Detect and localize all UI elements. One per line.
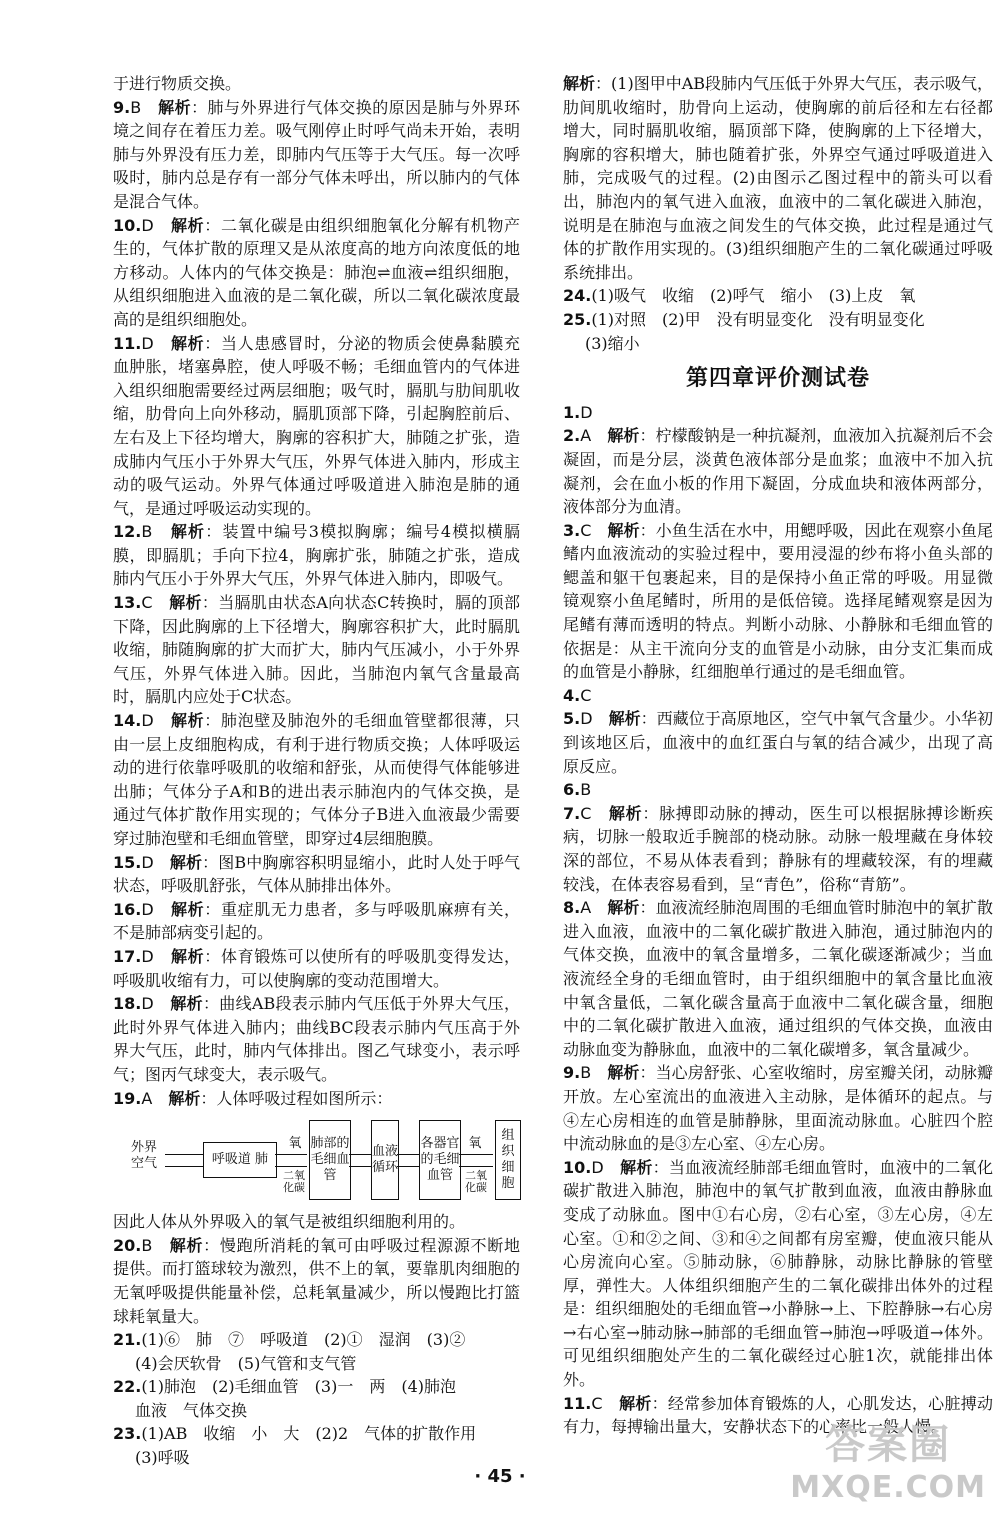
item-text: 二氧化碳是由组织细胞氧化分解有机物产生的，气体扩散的原理又是从浓度高的地方向浓度低的地方移动。人体内的气体交换是：肺泡⇌血液⇌组织细胞，从组织细胞进入血液的是二氧化碳，所以二氧化碳浓度最高的是组织细胞处。	[113, 215, 520, 329]
analysis-label: 解析	[158, 97, 192, 117]
right-items-2	[563, 401, 993, 1439]
section-heading: 第四章评价测试卷	[685, 366, 870, 392]
item-text: (1)图甲中AB段肺内气压低于外界大气压，表示吸气，肋间肌收缩时，肋骨向上运动，使胸廓的前后径和左右径都增大，同时膈肌收缩，膈顶部下降，使胸廓的上下径增大，胸廓的容积增大，肺也随着扩张，外界空气通过呼吸道进入肺，完成吸气的过程。(2)由图示乙图过程中的箭头可以看出，肺泡内的氧气进入血液，血液中的二氧化碳进入肺泡，说明是在肺泡与血液之间发生的气体交换，此过程是通过气体的扩散作用实现的。(3)组织细胞产生的二氧化碳通过呼吸系统排出。	[563, 74, 994, 282]
arrow-out-2	[275, 1166, 307, 1167]
analysis-label: 解析	[563, 74, 596, 93]
answer-item-continuation: 血液 气体交换	[135, 1400, 248, 1420]
diagram-respiratory-tract: 呼吸道 肺	[203, 1142, 277, 1178]
diagram-o2-label-2: 氧	[468, 1136, 482, 1152]
item-text: 柠檬酸钠是一种抗凝剂，血液加入抗凝剂后不会凝固，而是分层，淡黄色液体部分是血浆；血液中不加入抗凝剂，会在血小板的作用下凝固，分成血块和液体两部分，液体部分为血清。	[563, 426, 993, 517]
item-number: 22.	[113, 1377, 142, 1397]
item-number: 12.	[113, 522, 142, 542]
analysis-label: 解析	[170, 946, 205, 966]
analysis-label: 解析	[608, 803, 643, 823]
item-text: 人体呼吸过程如图所示：	[216, 1088, 393, 1108]
answer-item: 13.C 解析：当膈肌由状态A向状态C转换时，膈的顶部下降，因此胸廓的上下径增大，胸廓容积扩大，此时膈肌收缩，肺随胸廓的扩大而扩大，肺内气压减小，小于外界气压，外界气体进入肺。因此，当肺泡内氧气含量最高时，膈肌内应处于C状态。	[113, 593, 520, 707]
item-text: 肺与外界进行气体交换的原因是肺与外界环境之间存在着压力差。吸气刚停止时呼气尚未开始，表明肺与外界没有压力差，即肺内气压等于大气压。每一次呼吸时，肺内总是存有一部分气体未呼出，所以肺内的气体是混合气体。	[113, 97, 520, 211]
analysis-label: 解析	[607, 426, 640, 446]
answer-item: 9.B 解析：当心房舒张、心室收缩时，房室瓣关闭，动脉瓣开放。左心室流出的血液进入主动脉，是体循环的起点。与④左心房相连的血管是肺静脉，里面流动脉血。心脏四个腔中流动脉血的是③左心室、④左心房。	[563, 1063, 993, 1154]
item-answer: D	[141, 946, 154, 966]
answer-item	[563, 308, 993, 332]
diagram-tissue-cells: 组织细胞	[495, 1120, 521, 1200]
item-text: 曲线AB段表示肺内气压低于外界大气压，此时外界气体进入肺内；曲线BC段表示肺内气压高于外界大气压，此时，肺内气体排出。图乙气球变小，表示呼气；图丙气球变大，表示吸气。	[113, 994, 520, 1084]
right-column	[563, 72, 993, 1439]
item-number: 10.	[563, 1157, 592, 1177]
item-number: 18.	[113, 994, 142, 1014]
analysis-label: 解析	[607, 1063, 640, 1083]
item-answer: C	[141, 593, 153, 613]
item-text: (1)AB 收缩 小 大 (2)2 气体的扩散作用	[141, 1424, 477, 1444]
item-number: 9.	[113, 97, 131, 117]
left-items-2	[113, 1210, 520, 1470]
item-text: 血液流经肺泡周围的毛细血管时肺泡中的氧扩散进入血液，血液中的二氧化碳扩散进入肺泡，通过肺泡内的气体交换，血液中的氧含量增多，二氧化碳逐渐减少；当血液流经全身的毛细血管时，由于组织细胞中的氧含量比血液中氧含量低，二氧化碳含量高于血液中二氧化碳含量，细胞中的二氧化碳扩散进入血液，通过组织的气体交换，血液由动脉血变为静脉血，血液中的二氧化碳增多，氧含量减少。	[563, 898, 993, 1059]
answer-item: 11.D 解析：当人患感冒时，分泌的物质会使鼻黏膜充血肿胀，堵塞鼻腔，使人呼吸不畅；毛细血管内的气体进入组织细胞需要经过两层细胞；吸气时，膈肌与肋间肌收缩，肋骨向上向外移动，膈肌顶部下降，引起胸腔前后、左右及上下径均增大，胸廓的容积扩大，肺随之扩张，造成肺内气压小于外界大气压，外界气体进入肺内，形成主动的吸气运动。外界气体通过呼吸道进入肺泡是肺的通气，是通过呼吸运动实现的。	[113, 333, 520, 518]
item-answer: C	[591, 1393, 603, 1413]
item-number: 10.	[113, 215, 142, 235]
item-number: 11.	[563, 1393, 592, 1413]
answer-item: 2.A 解析：柠檬酸钠是一种抗凝剂，血液加入抗凝剂后不会凝固，而是分层，淡黄色液体部分是血浆；血液中不加入抗凝剂，会在血小板的作用下凝固，分成血块和液体两部分，液体部分为血清。	[563, 426, 993, 517]
item-text: 重症肌无力患者，多与呼吸肌麻痹有关，不是肺部病变引起的。	[113, 899, 520, 943]
item-text: 经常参加体育锻炼的人，心肌发达，心脏搏动有力，每搏输出量大，安静状态下的心率比一般人慢。	[563, 1393, 993, 1437]
answer-item	[113, 1210, 520, 1234]
item-answer: D	[141, 711, 154, 731]
item-number: 24.	[563, 286, 592, 306]
item-text: 肺泡壁及肺泡外的毛细血管壁都很薄，只由一层上皮细胞构成，有利于进行物质交换；人体呼吸运动的进行依靠呼吸肌的收缩和舒张，从而使得气体能够进出肺；气体分子A和B的进出表示肺泡内的气体交换，是通过气体扩散作用实现的；气体分子B进入血液最少需要穿过肺泡壁和毛细血管壁，即穿过4层细胞膜。	[113, 711, 520, 848]
item-number: 21.	[113, 1330, 142, 1350]
item-answer: A	[580, 898, 592, 918]
answer-item	[563, 401, 993, 425]
analysis-label: 解析	[169, 852, 203, 872]
answer-item: 19.A 解析：人体呼吸过程如图所示：	[113, 1088, 393, 1108]
item-number: 13.	[113, 593, 142, 613]
answer-item: 7.C 解析：脉搏即动脉的搏动，医生可以根据脉搏诊断疾病，切脉一般取近手腕部的桡动脉。动脉一般埋藏在身体较深的部位，不易从体表看到；静脉有的埋藏较深，有的埋藏较浅，在体表容易看到，呈“青色”，俗称“青筋”。	[563, 803, 993, 894]
item-answer: C	[580, 803, 592, 823]
analysis-label: 解析	[170, 899, 205, 919]
item-answer: D	[580, 402, 593, 422]
item-answer: B	[580, 1063, 592, 1083]
answer-item	[113, 1375, 520, 1399]
item-answer: C	[580, 685, 592, 705]
item-text: (1)⑥ 肺 ⑦ 呼吸道 (2)① 湿润 (3)②	[141, 1330, 466, 1350]
respiration-diagram	[113, 1116, 520, 1208]
diagram-o2-label-1: 氧	[288, 1136, 302, 1152]
item-text: 慢跑所消耗的氧可由呼吸过程源源不断地提供。而打篮球较为激烈，供不上的氧，要靠肌肉细胞的无氧呼吸提供能量补偿，总耗氧量减少，所以慢跑比打篮球耗氧量大。	[113, 1235, 520, 1326]
item-answer: D	[141, 852, 154, 872]
item-number: 25.	[563, 309, 592, 329]
analysis-label: 解析	[619, 1393, 652, 1413]
analysis-label: 解析	[608, 709, 641, 729]
item-text: 脉搏即动脉的搏动，医生可以根据脉搏诊断疾病，切脉一般取近手腕部的桡动脉。动脉一般埋藏在身体较深的部位，不易从体表看到；静脉有的埋藏较深，有的埋藏较浅，在体表容易看到，呈“青色”，俗称“青筋”。	[563, 803, 993, 894]
item-text: (1)肺泡 (2)毛细血管 (3)一 两 (4)肺泡	[141, 1377, 457, 1397]
item-text: 当血液流经肺部毛细血管时，血液中的二氧化碳扩散进入肺泡，肺泡中的氧气扩散到血液，血液由静脉血变成了动脉血。图中①右心房，②右心室，③左心房，④左心室。①和②之间、③和④之间都有房室瓣，使血液只能从心房流向心室。⑤肺动脉，⑥肺静脉，动脉比静脉的管壁厚，弹性大。人体组织细胞产生的二氧化碳排出体外的过程是：组织细胞处的毛细血管→小静脉→上、下腔静脉→右心房→右心室→肺动脉→肺部的毛细血管→肺泡→呼吸道→体外。可见组织细胞处产生的二氧化碳经过心脏1次，就能排出体外。	[563, 1157, 993, 1390]
item-text: 当人患感冒时，分泌的物质会使鼻黏膜充血肿胀，堵塞鼻腔，使人呼吸不畅；毛细血管内的气体进入组织细胞需要经过两层细胞；吸气时，膈肌与肋间肌收缩，肋骨向上向外移动，膈肌顶部下降，引起胸腔前后、左右及上下径均增大，胸廓的容积扩大，肺随之扩张，造成肺内气压小于外界大气压，外界气体进入肺内，形成主动的吸气运动。外界气体通过呼吸道进入肺泡是肺的通气，是通过呼吸运动实现的。	[113, 333, 520, 518]
answer-item: 12.B 解析：装置中编号3模拟胸廓；编号4模拟横膈膜，即膈肌；手向下拉4，胸廓扩张，肺随之扩张，造成肺内气压小于外界大气压，外界气体进入肺内，即吸气。	[113, 522, 520, 589]
item-answer: A	[580, 426, 592, 446]
item-number: 6.	[563, 780, 581, 800]
item-text: 当心房舒张、心室收缩时，房室瓣关闭，动脉瓣开放。左心室流出的血液进入主动脉，是体循环的起点。与④左心房相连的血管是肺静脉，里面流动脉血。心脏四个腔中流动脉血的是③左心室、④左心房。	[563, 1063, 993, 1154]
watermark-top: 答案圈	[825, 1422, 952, 1468]
arrow-5	[397, 1154, 419, 1155]
left-column	[113, 72, 520, 1470]
arrow-out-1	[165, 1166, 203, 1167]
item-number: 8.	[563, 898, 581, 918]
answer-item: 9.B 解析：肺与外界进行气体交换的原因是肺与外界环境之间存在着压力差。吸气刚停止时呼气尚未开始，表明肺与外界没有压力差，即肺内气压等于大气压。每一次呼吸时，肺内总是存有一部分气体未呼出，所以肺内的气体是混合气体。	[113, 97, 520, 211]
analysis-label: 解析	[607, 520, 640, 540]
analysis-label: 解析	[169, 593, 202, 613]
item-number: 17.	[113, 946, 142, 966]
item-text: (1)吸气 收缩 (2)呼气 缩小 (3)上皮 氧	[591, 286, 916, 306]
analysis-label: 解析	[170, 994, 203, 1014]
answer-item: 17.D 解析：体育锻炼可以使所有的呼吸肌变得发达，呼吸肌收缩有力，可以使胸廓的变动范围增大。	[113, 946, 520, 990]
item-text: 小鱼生活在水中，用鳃呼吸，因此在观察小鱼尾鳍内血液流动的实验过程中，要用浸湿的纱布将小鱼头部的鳃盖和躯干包裹起来，目的是保持小鱼正常的呼吸。用显微镜观察小鱼尾鳍时，所用的是低倍镜。选择尾鳍观察是因为尾鳍有薄而透明的特点。判断小动脉、小静脉和毛细血管的依据是：从主干流向分支的血管是小动脉，由分支汇集而成的血管是小静脉，红细胞单行通过的是毛细血管。	[563, 520, 993, 682]
item-answer: B	[130, 97, 142, 117]
answer-item	[113, 72, 520, 96]
item-number: 9.	[563, 1063, 581, 1083]
arrow-6	[397, 1166, 419, 1167]
left-items	[113, 72, 520, 1110]
diagram-outside-air: 外界空气	[130, 1140, 157, 1172]
answer-item: 10.D 解析：当血液流经肺部毛细血管时，血液中的二氧化碳扩散进入肺泡，肺泡中的氧气扩散到血液，血液由静脉血变成了动脉血。图中①右心房，②右心室，③左心房，④左心室。①和②之间、③和④之间都有房室瓣，使血液只能从心房流向心室。⑤肺动脉，⑥肺静脉，动脉比静脉的管壁厚，弹性大。人体组织细胞产生的二氧化碳排出体外的过程是：组织细胞处的毛细血管→小静脉→上、下腔静脉→右心房→右心室→肺动脉→肺部的毛细血管→肺泡→呼吸道→体外。可见组织细胞处产生的二氧化碳经过心脏1次，就能排出体外。	[563, 1157, 993, 1390]
page-number: · 45 ·	[474, 1466, 526, 1487]
item-number: 20.	[113, 1235, 142, 1255]
item-number: 15.	[113, 852, 142, 872]
item-answer: B	[580, 780, 592, 800]
analysis-label: 解析	[170, 522, 206, 542]
analysis-label: 解析	[620, 1157, 653, 1177]
answer-item	[563, 684, 993, 708]
item-answer: D	[141, 994, 154, 1014]
item-number: 7.	[563, 803, 581, 823]
item-text: 因此人体从外界吸入的氧气是被组织细胞利用的。	[113, 1212, 466, 1232]
answer-item-continuation: (3)缩小	[585, 333, 640, 353]
arrow-7	[459, 1154, 493, 1155]
answer-item: 11.C 解析：经常参加体育锻炼的人，心肌发达，心脏搏动有力，每搏输出量大，安静状态下的心率比一般人慢。	[563, 1393, 993, 1437]
answer-item: 8.A 解析：血液流经肺泡周围的毛细血管时肺泡中的氧扩散进入血液，血液中的二氧化碳扩散进入肺泡，通过肺泡内的气体交换，血液中的氧含量增多，二氧化碳逐渐减少；当血液流经全身的毛细血管时，由于组织细胞中的氧含量比血液中氧含量低，二氧化碳含量高于血液中二氧化碳含量，细胞中的二氧化碳扩散进入血液，通过组织的气体交换，血液由动脉血变为静脉血，血液中的二氧化碳增多，氧含量减少。	[563, 898, 993, 1059]
arrow-8	[459, 1166, 493, 1167]
item-number: 11.	[113, 333, 142, 353]
item-text: (1)对照 (2)甲 没有明显变化 没有明显变化	[591, 309, 925, 329]
item-text: 装置中编号3模拟胸廓；编号4模拟横膈膜，即膈肌；手向下拉4，胸廓扩张，肺随之扩张，造成肺内气压小于外界大气压，外界气体进入肺内，即吸气。	[113, 522, 520, 589]
right-items	[563, 72, 993, 355]
item-number: 3.	[563, 520, 581, 540]
item-answer: A	[141, 1088, 153, 1108]
answer-item-continuation: (4)会厌软骨 (5)气管和支气管	[135, 1353, 357, 1373]
diagram-blood-circulation: 血液循环	[371, 1120, 399, 1200]
answer-item: 20.B 解析：慢跑所消耗的氧可由呼吸过程源源不断地提供。而打篮球较为激烈，供不上的氧，要靠肌肉细胞的无氧呼吸提供能量补偿，总耗氧量减少，所以慢跑比打篮球耗氧量大。	[113, 1235, 520, 1326]
answer-item: 5.D 解析：西藏位于高原地区，空气中氧气含量少。小华初到该地区后，血液中的血红蛋白与氧的结合减少，出现了高原反应。	[563, 709, 993, 776]
item-number: 19.	[113, 1088, 142, 1108]
watermark-bottom: MXQE.COM	[790, 1470, 986, 1505]
analysis-label: 解析	[170, 711, 205, 731]
item-number: 5.	[563, 709, 581, 729]
answer-item	[563, 778, 993, 802]
diagram-co2-label-2: 二氧化碳	[465, 1169, 487, 1195]
item-answer: D	[591, 1157, 604, 1177]
diagram-lung-capillaries: 肺部的毛细血管	[309, 1120, 351, 1200]
answer-item	[113, 1422, 520, 1446]
analysis-label: 解析	[169, 1235, 204, 1255]
item-text: 图B中胸廓容积明显缩小，此时人处于呼气状态，呼吸肌舒张，气体从肺排出体外。	[113, 852, 520, 896]
item-text: 于进行物质交换。	[113, 74, 242, 93]
diagram-organ-capillaries: 各器官的毛细血管	[419, 1120, 461, 1200]
item-text: 体育锻炼可以使所有的呼吸肌变得发达，呼吸肌收缩有力，可以使胸廓的变动范围增大。	[113, 946, 520, 990]
arrow-4	[349, 1166, 371, 1167]
answer-item: 3.C 解析：小鱼生活在水中，用鳃呼吸，因此在观察小鱼尾鳍内血液流动的实验过程中，要用浸湿的纱布将小鱼头部的鳃盖和躯干包裹起来，目的是保持小鱼正常的呼吸。用显微镜观察小鱼尾鳍时，所用的是低倍镜。选择尾鳍观察是因为尾鳍有薄而透明的特点。判断小动脉、小静脉和毛细血管的依据是：从主干流向分支的血管是小动脉，由分支汇集而成的血管是小静脉，红细胞单行通过的是毛细血管。	[563, 520, 993, 682]
item-number: 23.	[113, 1424, 142, 1444]
answer-item: 16.D 解析：重症肌无力患者，多与呼吸肌麻痹有关，不是肺部病变引起的。	[113, 899, 520, 943]
item-number: 4.	[563, 685, 581, 705]
watermark	[790, 1413, 986, 1505]
item-answer: B	[141, 522, 153, 542]
item-text: 当膈肌由状态A向状态C转换时，膈的顶部下降，因此胸廓的上下径增大，胸廓容积扩大，此时膈肌收缩，肺随胸廓的扩大而扩大，肺内气压减小，小于外界气压，外界气体进入肺。因此，当肺泡内氧气含量最高时，膈肌内应处于C状态。	[113, 593, 520, 707]
analysis-label: 解析	[170, 215, 205, 235]
arrow-in-1	[165, 1154, 203, 1155]
item-answer: D	[141, 899, 154, 919]
answer-item: 15.D 解析：图B中胸廓容积明显缩小，此时人处于呼气状态，呼吸肌舒张，气体从肺排出体外。	[113, 852, 520, 896]
item-text: 西藏位于高原地区，空气中氧气含量少。小华初到该地区后，血液中的血红蛋白与氧的结合减少，出现了高原反应。	[563, 709, 993, 776]
answer-item: 10.D 解析：二氧化碳是由组织细胞氧化分解有机物产生的，气体扩散的原理又是从浓度高的地方向浓度低的地方移动。人体内的气体交换是：肺泡⇌血液⇌组织细胞，从组织细胞进入血液的是二氧化碳，所以二氧化碳浓度最高的是组织细胞处。	[113, 215, 520, 329]
item-number: 2.	[563, 426, 581, 446]
answer-item: 18.D 解析：曲线AB段表示肺内气压低于外界大气压，此时外界气体进入肺内；曲线BC段表示肺内气压高于外界大气压，此时，肺内气体排出。图乙气球变小，表示呼气；图丙气球变大，表示吸气。	[113, 994, 520, 1084]
item-number: 14.	[113, 711, 142, 731]
answer-item	[113, 1328, 520, 1352]
answer-item: 解析：(1)图甲中AB段肺内气压低于外界大气压，表示吸气，肋间肌收缩时，肋骨向上运动，使胸廓的前后径和左右径都增大，同时膈肌收缩，膈顶部下降，使胸廓的上下径增大，胸廓的容积增大，肺也随着扩张，外界空气通过呼吸道进入肺，完成吸气的过程。(2)由图示乙图过程中的箭头可以看出，肺泡内的氧气进入血液，血液中的二氧化碳进入肺泡，说明是在肺泡与血液之间发生的气体交换，此过程是通过气体的扩散作用实现的。(3)组织细胞产生的二氧化碳通过呼吸系统排出。	[563, 74, 994, 282]
item-number: 16.	[113, 899, 142, 919]
answer-item: 14.D 解析：肺泡壁及肺泡外的毛细血管壁都很薄，只由一层上皮细胞构成，有利于进行物质交换；人体呼吸运动的进行依靠呼吸肌的收缩和舒张，从而使得气体能够进出肺；气体分子A和B的进出表示肺泡内的气体交换，是通过气体扩散作用实现的；气体分子B进入血液最少需要穿过肺泡壁和毛细血管壁，即穿过4层细胞膜。	[113, 711, 520, 848]
answer-item-continuation: (3)呼吸	[135, 1448, 190, 1468]
answer-item	[563, 284, 993, 308]
analysis-label: 解析	[168, 1088, 201, 1108]
arrow-3	[349, 1154, 371, 1155]
item-answer: D	[141, 215, 154, 235]
item-number: 1.	[563, 402, 581, 422]
analysis-label: 解析	[607, 898, 640, 918]
arrow-in-2	[275, 1154, 307, 1155]
item-answer: C	[580, 520, 592, 540]
item-answer: D	[580, 709, 593, 729]
diagram-co2-label-1: 二氧化碳	[283, 1169, 305, 1195]
item-answer: D	[141, 333, 154, 353]
item-answer: B	[141, 1235, 153, 1255]
analysis-label: 解析	[170, 333, 205, 353]
